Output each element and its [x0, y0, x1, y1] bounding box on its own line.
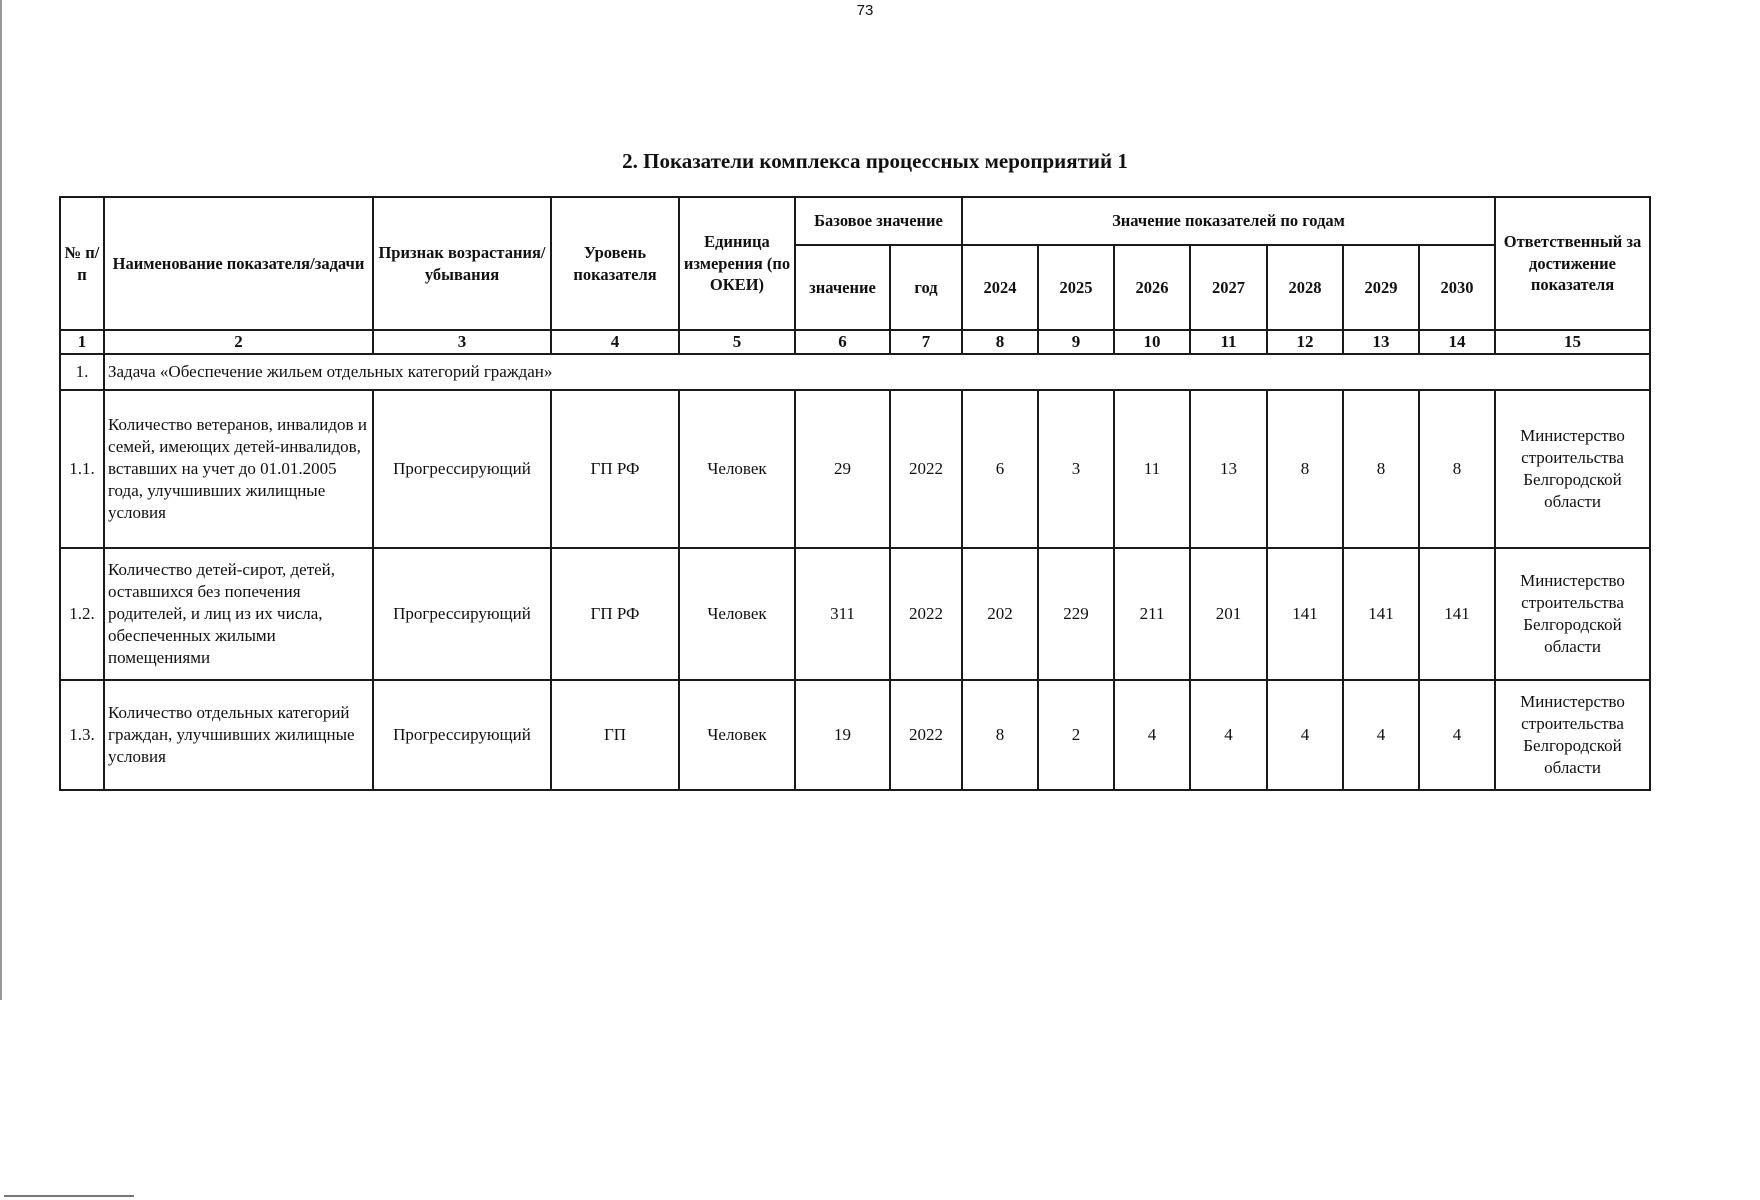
table-row: [60, 548, 1650, 680]
header-level: Уровень показателя: [551, 197, 679, 330]
year-value: 6: [962, 390, 1038, 548]
indicator-level: ГП РФ: [551, 390, 679, 548]
responsible: Министерство строительства Белгородской области: [1495, 680, 1650, 790]
task-number: 1.: [60, 354, 104, 390]
header-year: 2024: [962, 245, 1038, 330]
header-unit: Единица измерения (по ОКЕИ): [679, 197, 795, 330]
indicator-name: Количество детей-сирот, детей, оставшихся без попечения родителей, и лиц из их числа, обеспеченных жилыми помещениями: [104, 548, 373, 680]
header-base-year: год: [890, 245, 962, 330]
column-number: 11: [1190, 330, 1267, 354]
indicator-unit: Человек: [679, 390, 795, 548]
responsible: Министерство строительства Белгородской области: [1495, 390, 1650, 548]
header-base-group: Базовое значение: [795, 197, 962, 245]
year-value: 4: [1190, 680, 1267, 790]
header-responsible: Ответственный за достижение показателя: [1495, 197, 1650, 330]
year-value: 141: [1343, 548, 1419, 680]
responsible: Министерство строительства Белгородской области: [1495, 548, 1650, 680]
header-years-group: Значение показателей по годам: [962, 197, 1495, 245]
year-value: 11: [1114, 390, 1190, 548]
base-value: 29: [795, 390, 890, 548]
column-number: 10: [1114, 330, 1190, 354]
header-row-1: [60, 197, 1650, 245]
table-row: [60, 680, 1650, 790]
year-value: 141: [1267, 548, 1343, 680]
column-number: 14: [1419, 330, 1495, 354]
page-title: 2. Показатели комплекса процессных мероприятий 1: [622, 149, 1128, 173]
indicator-name: Количество ветеранов, инвалидов и семей, имеющих детей-инвалидов, вставших на учет до 01.01.2005 года, улучшивших жилищные условия: [104, 390, 373, 548]
column-number: 6: [795, 330, 890, 354]
indicator-unit: Человек: [679, 680, 795, 790]
year-value: 4: [1114, 680, 1190, 790]
base-year: 2022: [890, 390, 962, 548]
year-value: 8: [1267, 390, 1343, 548]
year-value: 229: [1038, 548, 1114, 680]
year-value: 4: [1267, 680, 1343, 790]
base-year: 2022: [890, 548, 962, 680]
column-number: 8: [962, 330, 1038, 354]
task-row: [60, 354, 1650, 390]
year-value: 3: [1038, 390, 1114, 548]
indicator-level: ГП: [551, 680, 679, 790]
indicator-sign: Прогрессирующий: [373, 390, 551, 548]
year-value: 141: [1419, 548, 1495, 680]
year-value: 13: [1190, 390, 1267, 548]
header-year: 2030: [1419, 245, 1495, 330]
year-value: 211: [1114, 548, 1190, 680]
task-title: Задача «Обеспечение жильем отдельных категорий граждан»: [104, 354, 1650, 390]
column-number: 2: [104, 330, 373, 354]
year-value: 202: [962, 548, 1038, 680]
header-year: 2026: [1114, 245, 1190, 330]
year-value: 8: [962, 680, 1038, 790]
base-value: 311: [795, 548, 890, 680]
header-year: 2028: [1267, 245, 1343, 330]
indicator-name: Количество отдельных категорий граждан, улучшивших жилищные условия: [104, 680, 373, 790]
header-year: 2029: [1343, 245, 1419, 330]
page-number: 73: [856, 2, 874, 19]
footnote-line: [4, 1195, 134, 1197]
row-number: 1.2.: [60, 548, 104, 680]
column-number: 1: [60, 330, 104, 354]
row-number: 1.1.: [60, 390, 104, 548]
year-value: 201: [1190, 548, 1267, 680]
year-value: 4: [1419, 680, 1495, 790]
column-number: 7: [890, 330, 962, 354]
column-number: 5: [679, 330, 795, 354]
year-value: 8: [1343, 390, 1419, 548]
column-number: 4: [551, 330, 679, 354]
year-value: 8: [1419, 390, 1495, 548]
indicator-sign: Прогрессирующий: [373, 680, 551, 790]
base-value: 19: [795, 680, 890, 790]
base-year: 2022: [890, 680, 962, 790]
header-num: № п/п: [60, 197, 104, 330]
indicators-table: [59, 196, 1651, 791]
column-number: 3: [373, 330, 551, 354]
column-numbers-row: [60, 330, 1650, 354]
header-sign: Признак возрастания/ убывания: [373, 197, 551, 330]
row-number: 1.3.: [60, 680, 104, 790]
column-number: 12: [1267, 330, 1343, 354]
header-base-value: значение: [795, 245, 890, 330]
header-name: Наименование показателя/задачи: [104, 197, 373, 330]
column-number: 15: [1495, 330, 1650, 354]
year-value: 4: [1343, 680, 1419, 790]
column-number: 13: [1343, 330, 1419, 354]
header-year: 2027: [1190, 245, 1267, 330]
column-number: 9: [1038, 330, 1114, 354]
header-year: 2025: [1038, 245, 1114, 330]
indicator-level: ГП РФ: [551, 548, 679, 680]
indicator-unit: Человек: [679, 548, 795, 680]
table-row: [60, 390, 1650, 548]
year-value: 2: [1038, 680, 1114, 790]
indicator-sign: Прогрессирующий: [373, 548, 551, 680]
